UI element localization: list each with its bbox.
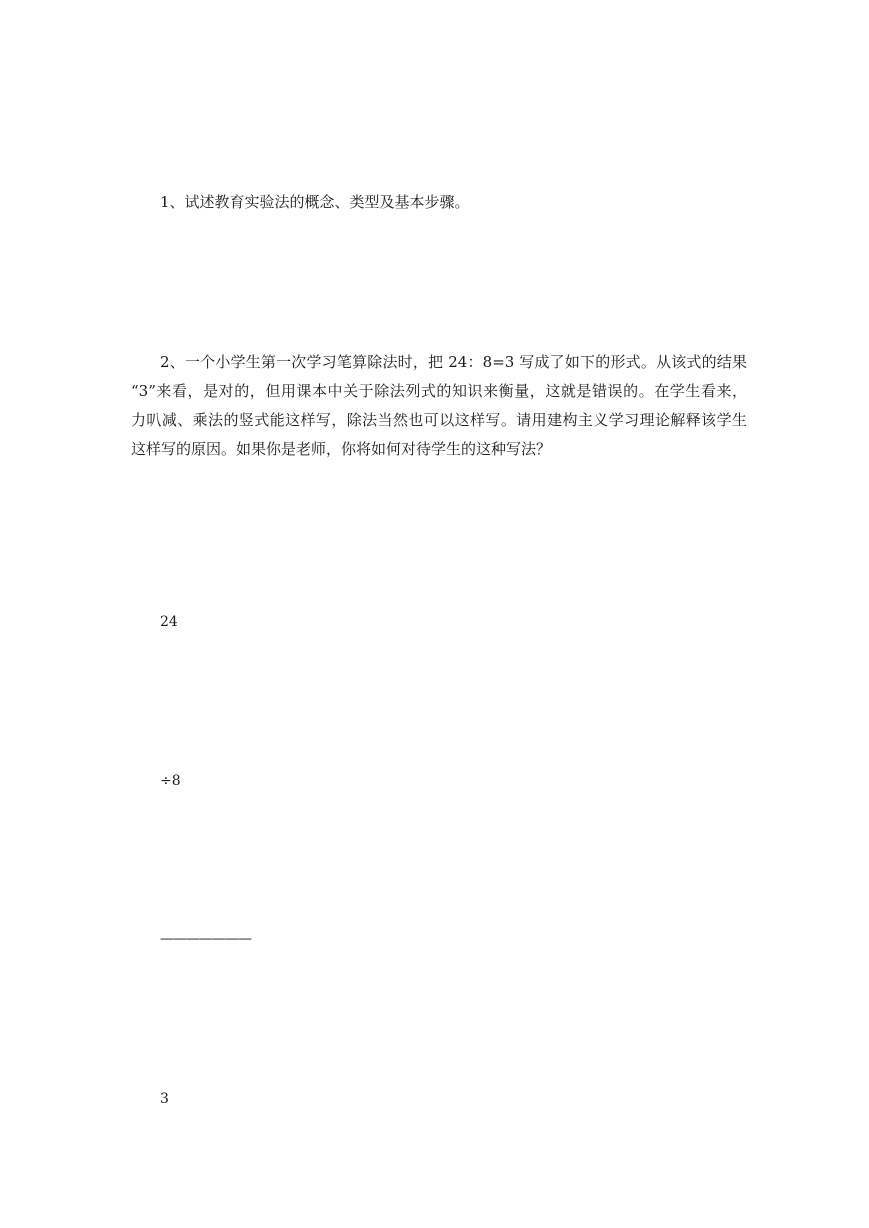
vertical-division-quotient: 3	[160, 1091, 169, 1107]
question-2-line: 这样写的原因。如果你是老师，你将如何对待学生的这种写法？	[131, 440, 552, 458]
question-2-line: “3”来看，是对的，但用课本中关于除法列式的知识来衡量，这就是错误的。在学生看来，	[131, 382, 747, 400]
question-2	[131, 348, 747, 464]
vertical-division-rule: ———————	[160, 931, 251, 947]
question-2-line: 2、一个小学生第一次学习笔算除法时，把 24：8=3 写成了如下的形式。从该式的结果	[160, 353, 747, 371]
vertical-division-divisor: ÷8	[160, 773, 181, 789]
vertical-division-dividend: 24	[160, 614, 178, 630]
question-2-line: 力叭减、乘法的竖式能这样写，除法当然也可以这样写。请用建构主义学习理论解释该学生	[131, 411, 747, 429]
question-1: 1、试述教育实验法的概念、类型及基本步骤。	[160, 193, 470, 211]
